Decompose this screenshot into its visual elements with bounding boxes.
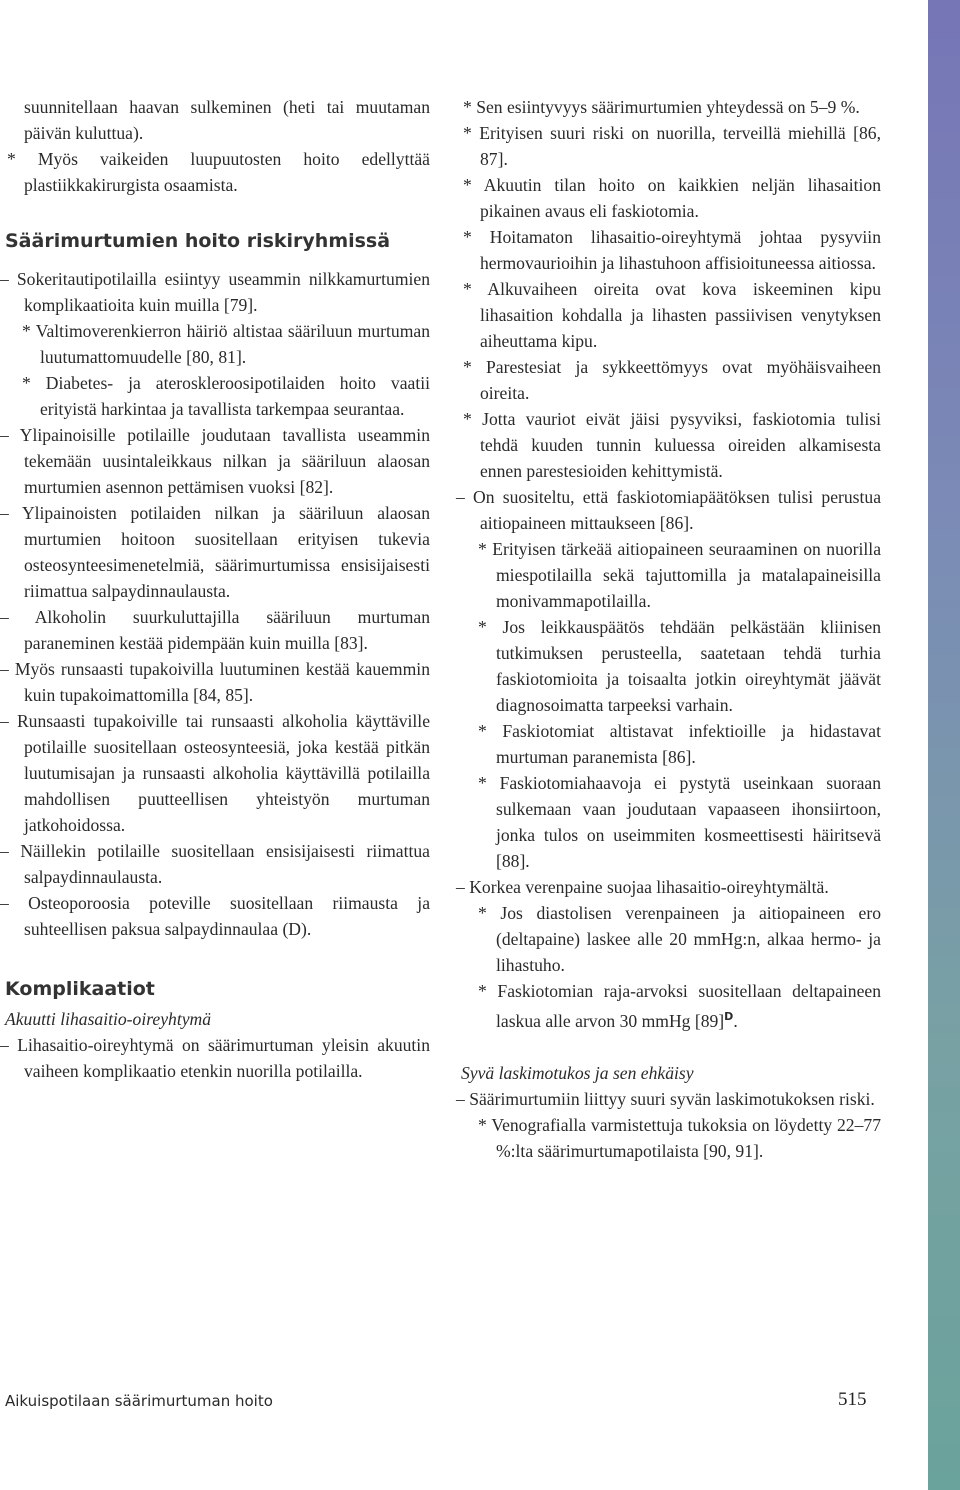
intro-star-item: * Myös vaikeiden luupuutosten hoito edellyttää plastiikkakirurgista osaamista.: [7, 149, 430, 195]
list-item: * Sen esiintyvyys säärimurtumien yhteydessä on 5–9 %.: [463, 97, 860, 117]
list-item: * Jos leikkauspäätös tehdään pelkästään kliinisen tutkimuksen perusteella, saatetaan tehdä turhia faskiotomioita ja toisaalta jotkin oireyhtymät jäävät diagnosoimatta tarpeeksi varhain.: [478, 617, 881, 715]
list-item: – Runsaasti tupakoiville tai runsaasti alkoholia käyttäville potilaille suositellaan osteosynteesiä, joka kestää pitkän luutumisajan ja runsaasti alkoholia käyttävillä potilailla mahdollisen puutteellisen yhteistyön murtuman jatkohoidossa.: [0, 711, 430, 835]
list-item: * Erityisen suuri riski on nuorilla, terveillä miehillä [86, 87].: [463, 123, 881, 169]
section-heading-complications: Komplikaatiot: [5, 978, 155, 1000]
page-number: 515: [838, 1389, 867, 1410]
list-item-text: * Faskiotomian raja-arvoksi suositellaan deltapaineen laskua alle arvon 30 mmHg [89]: [478, 981, 881, 1031]
list-item: – Myös runsaasti tupakoivilla luutuminen kestää kauemmin kuin tupakoimattomilla [84, 85].: [0, 659, 430, 705]
list-item: – Osteoporoosia poteville suositellaan riimausta ja suhteellisen paksua salpaydinnaulaa (D).: [0, 893, 430, 939]
evidence-level-mark: D: [724, 1010, 734, 1023]
list-item: * Akuutin tilan hoito on kaikkien neljän lihasaition pikainen avaus eli faskiotomia.: [463, 175, 881, 221]
list-item: – Ylipainoisten potilaiden nilkan ja sääriluun alaosan murtumien hoitoon suositellaan erityisen tukevia osteosynteesimenetelmiä, säärimurtumissa ensisijaisesti riimattua salpaydinnaulausta.: [0, 503, 430, 601]
list-item: * Valtimoverenkierron häiriö altistaa sääriluun murtuman luutumattomuudelle [80, 81].: [22, 321, 430, 367]
list-item: * Faskiotomiat altistavat infektioille ja hidastavat murtuman paranemista [86].: [478, 721, 881, 767]
list-item: * Alkuvaiheen oireita ovat kova iskeeminen kipu lihasaition kohdalla ja lihasten passiivisen venytyksen aiheuttama kipu.: [463, 279, 881, 351]
footer-title: Aikuispotilaan säärimurtuman hoito: [5, 1392, 273, 1410]
list-item: – On suositeltu, että faskiotomiapäätöksen tulisi perustua aitiopaineen mittaukseen [86].: [456, 487, 881, 533]
list-item: – Lihasaitio-oireyhtymä on säärimurtuman yleisin akuutin vaiheen komplikaatio etenkin nuorilla potilailla.: [0, 1035, 430, 1081]
list-item: – Alkoholin suurkuluttajilla sääriluun murtuman paraneminen kestää pidempään kuin muilla [83].: [0, 607, 430, 653]
list-item: – Ylipainoisille potilaille joudutaan tavallista useammin tekemään uusintaleikkaus nilkan ja sääriluun alaosan murtumien asennon pettämisen vuoksi [82].: [0, 425, 430, 497]
list-item: * Venografialla varmistettuja tukoksia on löydetty 22–77 %:lta säärimurtumapotilaista [90, 91].: [478, 1114, 881, 1161]
subheading-compartment-syndrome: Akuutti lihasaitio-oireyhtymä: [5, 1009, 212, 1029]
left-column: [0, 94, 430, 1084]
section-heading-risk-groups: Säärimurtumien hoito riskiryhmissä: [5, 230, 391, 252]
list-item: – Sokeritautipotilailla esiintyy useammin nilkkamurtumien komplikaatioita kuin muilla [79].: [0, 269, 430, 315]
list-item: – Korkea verenpaine suojaa lihasaitio-oireyhtymältä.: [456, 877, 829, 897]
subheading-dvt: Syvä laskimotukos ja sen ehkäisy: [461, 1062, 694, 1083]
color-sidebar: [928, 0, 960, 1490]
list-item: * Faskiotomiahaavoja ei pystytä useinkaan suoraan sulkemaan vaan joudutaan vapaaseen ihonsiirtoon, jonka tulos on useimmiten kosmeettisesti häiritsevä [88].: [478, 773, 881, 871]
list-item: * Hoitamaton lihasaitio-oireyhtymä johtaa pysyviin hermovaurioihin ja lihastuhoon affisioituneessa aitiossa.: [463, 227, 881, 273]
intro-text: suunnitellaan haavan sulkeminen (heti tai muutaman päivän kuluttua).: [24, 97, 430, 143]
right-column: [456, 94, 881, 1164]
list-item: * Erityisen tärkeää aitiopaineen seuraaminen on nuorilla miespotilailla sekä tajuttomilla ja matalapaineisilla monivammapotilailla.: [478, 539, 881, 611]
list-item: * Parestesiat ja sykkeettömyys ovat myöhäisvaiheen oireita.: [463, 357, 881, 403]
list-item: – Säärimurtumiin liittyy suuri syvän laskimotukoksen riski.: [456, 1088, 875, 1109]
list-item: * Faskiotomian raja-arvoksi suositellaan deltapaineen laskua alle arvon 30 mmHg $[89]^D$.: [478, 981, 881, 1031]
list-item: * Diabetes- ja ateroskleroosipotilaiden hoito vaatii erityistä harkintaa ja tavallista tarkempaa seurantaa.: [22, 373, 430, 419]
list-item: – Näillekin potilaille suositellaan ensisijaisesti riimattua salpaydinnaulausta.: [0, 841, 430, 887]
list-item: * Jos diastolisen verenpaineen ja aitiopaineen ero (deltapaine) laskee alle 20 mmHg:n, alkaa hermo- ja lihastuho.: [478, 903, 881, 975]
list-item: * Jotta vauriot eivät jäisi pysyviksi, faskiotomia tulisi tehdä kuuden tunnin kuluessa oireiden alkamisesta ennen parestesioiden kehittymistä.: [463, 409, 881, 481]
